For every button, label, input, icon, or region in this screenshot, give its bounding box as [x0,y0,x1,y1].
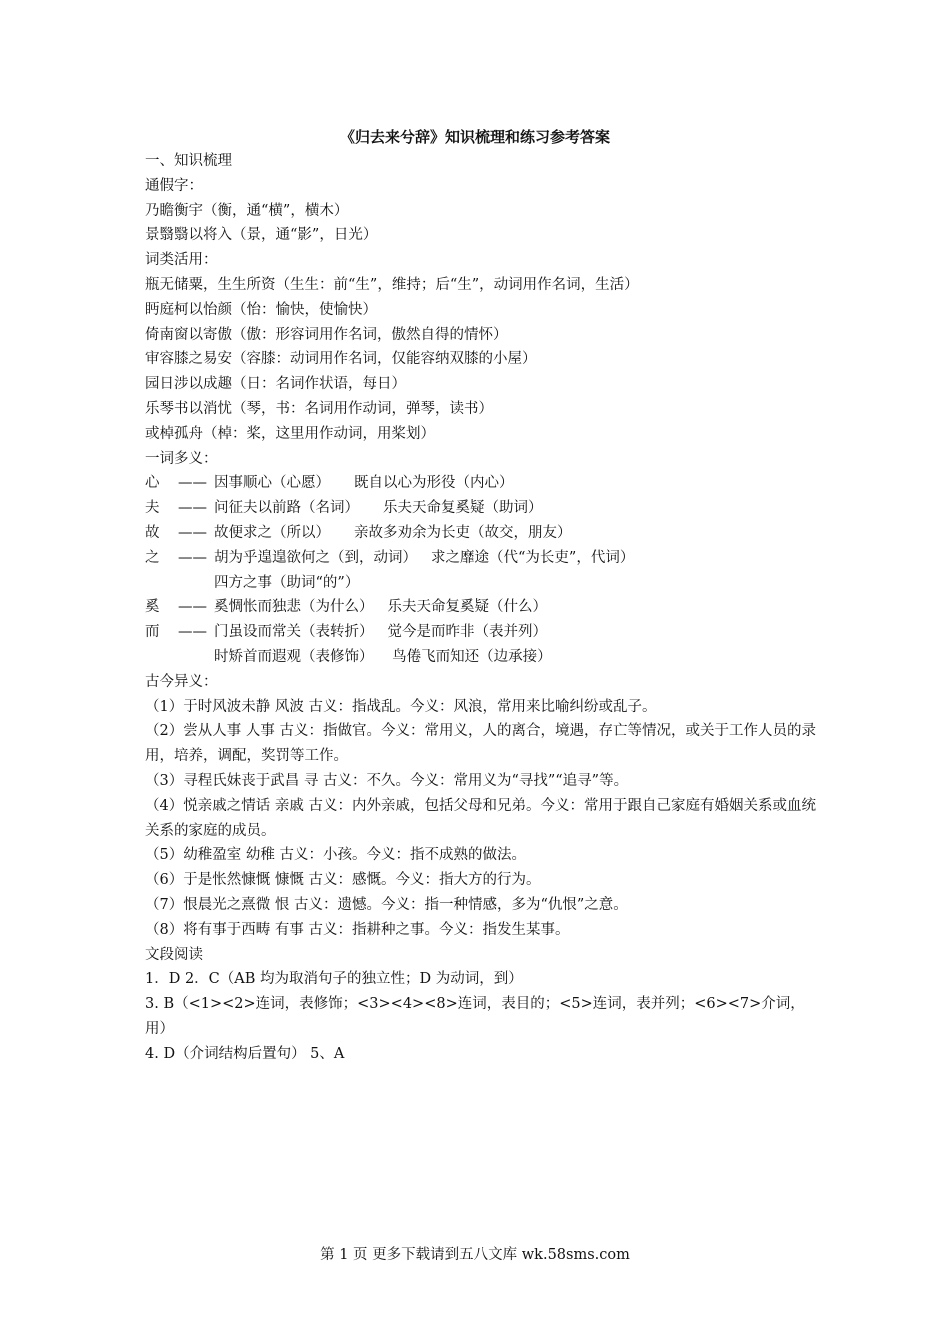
cilei-item: 倚南窗以寄傲（傲：形容词用作名词，傲然自得的情怀） [145,326,508,343]
duoyi-dash: —— [178,599,207,616]
duoyi-char: 心 [145,475,160,492]
duoyi-char: 而 [145,624,160,641]
duoyi-example-a: 奚惆怅而独悲（为什么） [214,599,374,616]
duoyi-example-b: 亲故多劝余为长吏（故交，朋友） [354,524,572,541]
duoyi-example-b: 乐夫天命复奚疑（助词） [383,500,543,517]
duoyi-char: 夫 [145,500,160,517]
duoyi-example-a: 门虽设而常关（表转折） [214,624,374,641]
cilei-item: 或棹孤舟（棹：桨，这里用作动词，用桨划） [145,425,435,442]
duoyi-dash: —— [178,500,207,517]
duoyi-row [145,521,825,546]
gujin-item: （7）恨晨光之熹微 恨 古义：遗憾。今义：指一种情感，多为“仇恨”之意。 [145,896,628,913]
duoyi-char: 奚 [145,599,160,616]
duoyi-example-a: 胡为乎遑遑欲何之（到，动词） [214,549,417,566]
duoyi-char: 之 [145,549,160,566]
gujin-item: （6）于是怅然慷慨 慷慨 古义：感慨。今义：指大方的行为。 [145,872,541,889]
wenduan-item: 1．D 2．C（AB 均为取消句子的独立性；D 为动词，到） [145,971,523,988]
duoyi-example-b: 觉今是而昨非（表并列） [387,624,547,641]
duoyi-row [145,496,825,521]
duoyi-heading: 一词多义： [145,450,218,467]
gujin-item: （4）悦亲戚之情话 亲戚 古义：内外亲戚，包括父母和兄弟。今义：常用于跟自己家庭有婚姻关系或血统关系的家庭的成员。 [145,797,816,839]
cilei-heading: 词类活用： [145,252,218,269]
duoyi-continuation-row [145,645,825,670]
gujin-item: （2）尝从人事 人事 古义：指做官。今义：常用义，人的离合，境遇，存亡等情况，或关于工作人员的录用，培养，调配，奖罚等工作。 [145,723,816,765]
gujin-item: （1）于时风波未静 风波 古义：指战乱。今义：风浪，常用来比喻纠纷或乱子。 [145,698,657,715]
cilei-item: 乐琴书以消忧（琴，书：名词用作动词，弹琴，读书） [145,400,493,417]
duoyi-row [145,471,825,496]
duoyi-example-a: 故便求之（所以） [214,524,330,541]
section-heading: 一、知识梳理 [145,153,232,169]
duoyi-example-a: 因事顺心（心愿） [214,475,330,492]
tongjia-item: 乃瞻衡宇（衡，通“横”，横木） [145,202,349,219]
document-body [145,149,825,1066]
gujin-item: （3）寻程氏妹丧于武昌 寻 古义：不久。今义：常用义为“寻找”“追寻”等。 [145,772,629,789]
duoyi-dash: —— [178,475,207,492]
duoyi-continuation: 时矫首而遐观（表修饰） [214,648,374,665]
wenduan-item: 4. D（介词结构后置句） 5、A [145,1045,345,1062]
duoyi-dash: —— [178,549,207,566]
cilei-item: 园日涉以成趣（日：名词作状语，每日） [145,376,406,393]
cilei-item: 审容膝之易安（容膝：动词用作名词，仅能容纳双膝的小屋） [145,351,537,368]
cilei-item: 瓶无储粟，生生所资（生生：前“生”，维持；后“生”，动词用作名词，生活） [145,276,639,293]
duoyi-continuation: 四方之事（助词“的”） [214,574,360,591]
duoyi-example-b: 求之靡途（代“为长吏”，代词） [431,549,635,566]
duoyi-example-b: 乐夫天命复奚疑（什么） [387,599,547,616]
wenduan-heading: 文段阅读 [145,946,203,963]
duoyi-dash: —— [178,624,207,641]
document-title: 《归去来兮辞》知识梳理和练习参考答案 [339,128,610,146]
duoyi-char: 故 [145,524,160,541]
gujin-item: （8）将有事于西畴 有事 古义：指耕种之事。今义：指发生某事。 [145,921,570,938]
gujin-heading: 古今异义： [145,673,218,690]
duoyi-continuation-b: 鸟倦飞而知还（边承接） [392,648,552,665]
page-footer: 第 1 页 更多下载请到五八文库 wk.58sms.com [320,1247,630,1263]
cilei-item: 眄庭柯以怡颜（怡：愉快，使愉快） [145,301,377,318]
gujin-item: （5）幼稚盈室 幼稚 古义：小孩。今义：指不成熟的做法。 [145,847,526,864]
wenduan-item: 3. B（<1><2>连词，表修饰；<3><4><8>连词，表目的；<5>连词，表并列；<6><7>介词，用） [145,996,805,1037]
duoyi-example-b: 既自以心为形役（内心） [354,475,514,492]
duoyi-dash: —— [178,524,207,541]
tongjia-heading: 通假字： [145,177,203,194]
duoyi-row [145,620,825,645]
duoyi-row [145,595,825,620]
tongjia-item: 景翳翳以将入（景，通“影”，日光） [145,227,378,244]
duoyi-row [145,546,825,571]
duoyi-example-a: 问征夫以前路（名词） [214,500,359,517]
